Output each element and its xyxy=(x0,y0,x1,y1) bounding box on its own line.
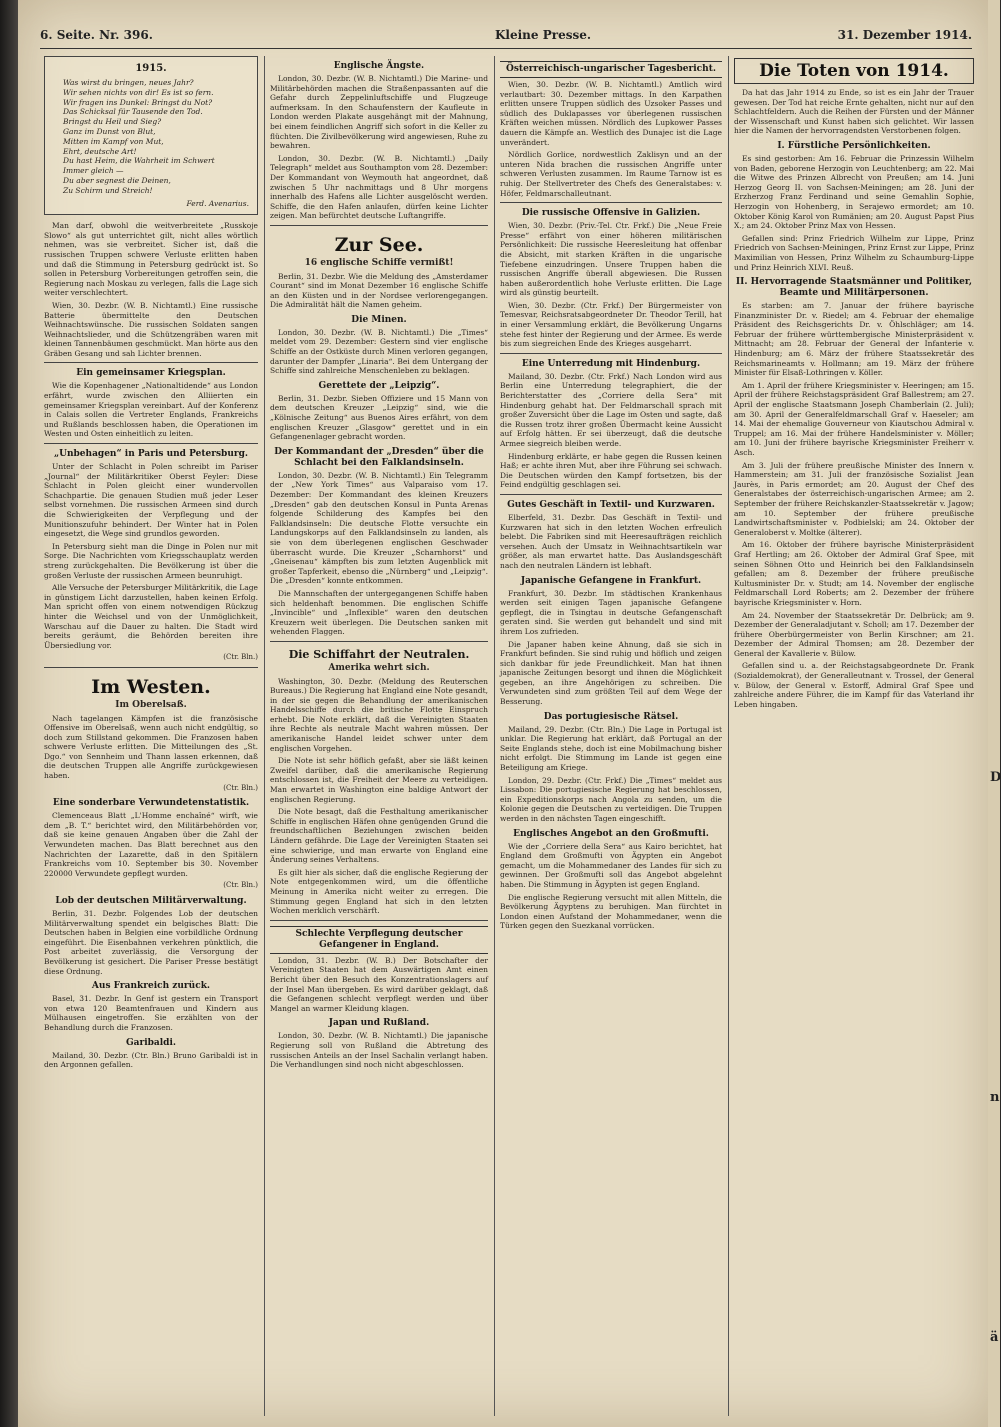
poem-line: Das Schicksal für Tausende den Tod. xyxy=(63,107,203,117)
section-heading: Zur See. xyxy=(334,233,424,256)
article-heading: Gerettete der „Leipzig“. xyxy=(318,380,440,391)
article-paragraph: Nach tagelangen Kämpfen ist die französische Offensive im Oberelsaß, wenn auch nicht endgültig, so doch zum Stillstand gekommen. Die Franzosen haben schwere Verluste erlitten. Die Mitteilungen des „St. Dgo.“ von Sennheim und Thann lassen erkennen, daß die deutschen Truppen alle Angriffe zurückgewiesen haben. xyxy=(44,713,258,781)
article-heading: Die russische Offensive in Galizien. xyxy=(521,208,701,219)
article-heading: Der Kommandant der „Dresden“ über die Schlacht bei den Falklandsinseln. xyxy=(274,446,484,468)
article-paragraph: Wien, 30. Dezbr. (Priv.-Tel. Ctr. Frkf.) Die „Neue Freie Presse“ erfährt von einer höheren militärischen Persönlichkeit: Die russische Heeresleitung hat offenbar die Absicht, mit starken Kräften in die ungarische Tiefebene einzudringen. Unsere Truppen haben die russischen Angriffe überall abgewiesen. Die Russen haben außerordentlich hohe Verluste erlitten. Die Lage wird als günstig beurteilt. xyxy=(500,221,722,298)
article-paragraph: Berlin, 31. Dezbr. Sieben Offiziere und 15 Mann von dem deutschen Kreuzer „Leipzig“ sind, wie die „Kölnische Zeitung“ aus Buenos Aires erfährt, von dem englischen Kreuzer „Glasgow“ gerettet und in ein Gefangenenlager gebracht worden. xyxy=(270,393,488,442)
article-heading: Die Minen. xyxy=(351,314,407,325)
column-rule xyxy=(728,56,729,1416)
article-paragraph: Wie der „Corriere della Sera“ aus Kairo berichtet, hat England dem Großmufti von Ägypten ein Angebot gemacht, um die Mohammedaner des Landes für sich zu gewinnen. Der Großmufti soll das Angebot abgelehnt haben. Die Stimmung in Ägypten ist gegen England. xyxy=(500,841,722,889)
article-heading: Ein gemeinsamer Kriegsplan. xyxy=(76,368,226,379)
article-paragraph: Die Japaner haben keine Ahnung, daß sie sich in Frankfurt befinden. Sie sind ruhig und höflich und zeigen sich dankbar für jede Freundlichkeit. Man hat ihnen japanische Zeitungen besorgt und ihnen die Möglichkeit gegeben, an ihre Angehörigen zu schreiben. Die Verwundeten sind zum größten Teil auf dem Wege der Besserung. xyxy=(500,639,722,707)
poem-line: Was wirst du bringen, neues Jahr? xyxy=(63,78,194,87)
source-note: (Ctr. Bln.) xyxy=(223,653,258,662)
poem-line: Immer gleich — xyxy=(63,166,124,176)
poem-title: 1915. xyxy=(135,63,167,74)
article-heading: Die Schiffahrt der Neutralen. xyxy=(288,647,470,661)
article-heading: Lob der deutschen Militärverwaltung. xyxy=(55,896,247,906)
article-paragraph: Mailand, 30. Dezbr. (Ctr. Bln.) Bruno Garibaldi ist in den Argonnen gefallen. xyxy=(44,1050,258,1070)
edge-letter: D xyxy=(990,770,1001,785)
source-note: (Ctr. Bln.) xyxy=(223,783,258,792)
divider xyxy=(270,920,488,921)
column-4 xyxy=(734,56,974,1426)
edge-letter: ä xyxy=(990,1330,999,1345)
article-heading: II. Hervorragende Staatsmänner und Politiker, Beamte und Militärpersonen. xyxy=(735,277,973,299)
source-note: (Ctr. Bln.) xyxy=(223,881,258,890)
article-paragraph: In Petersburg sieht man die Dinge in Polen nur mit Sorge. Die Nachrichten vom Kriegsschauplatz werden streng zurückgehalten. Die Bevölkerung ist über die großen Verluste der russischen Armeen beunruhigt. xyxy=(44,541,258,580)
page-number: 6. Seite. Nr. 396. xyxy=(40,28,153,42)
article-heading: Englisches Angebot an den Großmufti. xyxy=(513,828,709,839)
article-paragraph: Die Mannschaften der untergegangenen Schiffe haben sich heldenhaft benommen. Die englischen Schiffe „Invincible“ und „Inflexible“ waren den deutschen Kreuzern weit überlegen. Die Deutschen sanken mit wehenden Flaggen. xyxy=(270,588,488,637)
column-1 xyxy=(44,56,258,1426)
article-paragraph: Elberfeld, 31. Dezbr. Das Geschäft in Textil- und Kurzwaren hat sich in den letzten Wochen erfreulich belebt. Die Fabriken sind mit Heeresaufträgen reichlich versehen. Auch der Umsatz in Weihnachtsartikeln war größer, als man erwartet hatte. Das Auslandsgeschäft nach den neutralen Ländern ist lebhaft. xyxy=(500,512,722,570)
divider xyxy=(500,353,722,354)
poem-line: Du hast Heim, die Wahrheit im Schwert xyxy=(63,156,215,166)
article-heading: I. Fürstliche Persönlichkeiten. xyxy=(777,140,931,151)
section-heading: Im Westen. xyxy=(91,675,211,698)
column-rule xyxy=(494,56,495,1416)
divider xyxy=(270,641,488,642)
poem-line: Mitten im Kampf von Mut, xyxy=(63,136,164,146)
divider xyxy=(500,202,722,203)
divider xyxy=(270,225,488,226)
article-paragraph: London, 29. Dezbr. (Ctr. Frkf.) Die „Times“ meldet aus Lissabon: Die portugiesische Regierung hat beschlossen, ein Expeditionskorps nach Angola zu senden, um die Kolonie gegen die Deutschen zu verteidigen. Die Truppen werden in den nächsten Tagen eingeschifft. xyxy=(500,775,722,823)
article-paragraph: Washington, 30. Dezbr. (Meldung des Reuterschen Bureaus.) Die Regierung hat England eine Note gesandt, in der sie gegen die Behandlung der amerikanischen Handelsschiffe durch die britische Flotte Einspruch erhebt. Die Note erklärt, daß die Vereinigten Staaten ihre Rechte als neutrale Macht wahren müssen. Der amerikanische Handel leidet schwer unter dem englischen Vorgehen. xyxy=(270,676,488,753)
article-paragraph: London, 30. Dezbr. (W. B. Nichtamtl.) Die Marine- und Militärbehörden machen die Straßenpassanten auf die Gefahr durch Zeppelinluftschiffe und Flugzeuge aufmerksam. In den Schaufenstern der Kaufleute in London werden Plakate ausgehängt mit der Mahnung, bei einem feindlichen Angriff sich sofort in die Keller zu flüchten. Die Zivilbevölkerung wird angewiesen, Ruhe zu bewahren. xyxy=(270,74,488,151)
column-2 xyxy=(270,56,488,1426)
article-heading: „Unbehagen“ in Paris und Petersburg. xyxy=(53,449,249,460)
article-paragraph: Berlin, 31. Dezbr. Folgendes Lob der deutschen Militärverwaltung spendet ein belgisches Blatt: Die Deutschen haben in Belgien eine vorbildliche Ordnung eingeführt. Die Eisenbahnen verkehren pünktlich, die Post arbeitet zuverlässig, die Versorgung der Bevölkerung ist gesichert. Die Pariser Presse bestätigt diese Ordnung. xyxy=(44,909,258,976)
poem-line: Wir sehen nichts von dir! Es ist so fern. xyxy=(63,87,214,97)
masthead xyxy=(40,28,972,49)
article-heading: Gutes Geschäft in Textil- und Kurzwaren. xyxy=(507,499,715,510)
article-paragraph: Frankfurt, 30. Dezbr. Im städtischen Krankenhaus werden seit einigen Tagen japanische Gefangene gepflegt, die in Tsingtau in deutsche Gefangenschaft geraten sind. Sie werden gut behandelt und sind mit ihrem Los zufrieden. xyxy=(500,588,722,636)
article-paragraph: Mailand, 30. Dezbr. (Ctr. Frkf.) Nach London wird aus Berlin eine Unterredung telegraphiert, die der Berichterstatter des „Corriere della Sera“ mit Hindenburg gehabt hat. Der Feldmarschall sprach mit großer Zuversicht über die Lage im Osten und sagte, daß die Russen trotz ihrer großen Übermacht keine Aussicht auf Erfolg hätten. Er sei überzeugt, daß die deutsche Armee siegreich bleiben werde. xyxy=(500,371,722,448)
article-paragraph: Hindenburg erklärte, er habe gegen die Russen keinen Haß; er achte ihren Mut, aber ihre Führung sei schwach. Die Deutschen würden den Kampf fortsetzen, bis der Feind endgültig geschlagen sei. xyxy=(500,451,722,490)
column-rule xyxy=(264,56,265,1416)
poem-line: Ganz im Dunst von Blut, xyxy=(63,126,156,136)
article-subheading: 16 englische Schiffe vermißt! xyxy=(304,257,454,268)
article-paragraph: London, 30. Dezbr. (W. B. Nichtamtl.) Die „Times“ meldet vom 29. Dezember: Gestern sind vier englische Schiffe an der Ostküste durch Minen verloren gegangen, darunter der Dampfer „Linaria“. Bei dem Untergang der Schiffe sind zahlreiche Menschenleben zu beklagen. xyxy=(270,327,488,376)
article-paragraph: Basel, 31. Dezbr. In Genf ist gestern ein Transport von etwa 120 Beamtenfrauen und Kindern aus Mülhausen eingetroffen. Sie erzählten von der Behandlung durch die Franzosen. xyxy=(44,994,258,1032)
column-3 xyxy=(500,56,722,1426)
article-paragraph: Es sind gestorben: Am 16. Februar die Prinzessin Wilhelm von Baden, geborene Herzogin von Leuchtenberg; am 22. Mai die Witwe des Prinzen Albrecht von Preußen; am 14. Juni Herzog Georg II. von Sachsen-Meiningen; am 28. Juni der Erzherzog Franz Ferdinand und seine Gemahlin Sophie, Herzogin von Hohenberg, in Serajewo ermordet; am 10. Oktober König Karol von Rumänien; am 20. August Papst Pius X.; am 24. Oktober Prinz Max von Hessen. xyxy=(734,153,974,231)
poem-author: Ferd. Avenarius. xyxy=(186,198,249,208)
article-heading: Japanische Gefangene in Frankfurt. xyxy=(520,575,702,586)
article-paragraph: London, 30. Dezbr. (W. B. Nichtamtl.) Ein Telegramm der „New York Times“ aus Valparaiso vom 17. Dezember: Der Kommandant des kleinen Kreuzers „Dresden“ gab den deutschen Konsul in Punta Arenas folgende Schilderung des Kampfes bei den Falklandsinseln: Die deutsche Flotte versuchte ein Landungskorps auf den Falklandsinseln zu landen, als sie von dem überlegenen englischen Geschwader überrascht wurde. Die Kreuzer „Scharnhorst“ und „Gneisenau“ kämpften bis zum letzten Augenblick mit großer Tapferkeit, ebenso die „Nürnberg“ und „Leipzig“. Die „Dresden“ konnte entkommen. xyxy=(270,470,488,586)
article-paragraph: Gefallen sind: Prinz Friedrich Wilhelm zur Lippe, Prinz Friedrich von Sachsen-Meiningen, Prinz Ernst zur Lippe, Prinz Maximilian von Hessen, Prinz Wilhelm zu Schaumburg-Lippe und Prinz Heinrich XLVI. Reuß. xyxy=(734,233,974,272)
edge-letter: n xyxy=(990,1090,1000,1105)
poem-line: Bringst du Heil und Sieg? xyxy=(63,117,162,127)
article-paragraph: London, 30. Dezbr. (W. B. Nichtamtl.) „Daily Telegraph“ meldet aus Southampton vom 28. Dezember: Der Kommandant von Weymouth hat angeordnet, daß zwischen 5 Uhr nachmittags und 8 Uhr morgens innerhalb des Hafens alle Lichter ausgelöscht werden. Schiffe, die den Hafen anlaufen, dürfen keine Lichter zeigen. Man befürchtet deutsche Luftangriffe. xyxy=(270,153,488,221)
article-heading: Englische Ängste. xyxy=(333,61,425,71)
poem-line: Ehrt, deutsche Art! xyxy=(63,146,137,156)
divider xyxy=(44,667,258,668)
article-paragraph: Berlin, 31. Dezbr. Wie die Meldung des „Amsterdamer Courant“ sind im Monat Dezember 16 englische Schiffe an den Küsten und in der Nordsee verlorengegangen. Die Admiralität hält die Namen geheim. xyxy=(270,271,488,310)
article-paragraph: Am 1. April der frühere Kriegsminister v. Heeringen; am 15. April der frühere Reichstagspräsident Graf Ballestrem; am 27. April der englische Staatsmann Joseph Chamberlain (2. Juli); am 30. April der Generalfeldmarschall Graf v. Haeseler; am 14. Mai der ehemalige Gouverneur von Kiautschou Admiral v. Truppel; am 16. Mai der frühere Handelsminister v. Möller; am 10. Juni der frühere bayrische Kriegsminister Freiherr v. Asch. xyxy=(734,380,974,457)
article-paragraph: Die englische Regierung versucht mit allen Mitteln, die Bevölkerung Ägyptens zu beruhigen. Man fürchtet in London einen Aufstand der Mohammedaner, wenn die Türken gegen den Suezkanal vorrücken. xyxy=(500,892,722,931)
poem-box xyxy=(44,56,258,215)
article-paragraph: Es starben: am 7. Januar der frühere bayrische Finanzminister Dr. v. Riedel; am 4. Februar der ehemalige Präsident des Reichsgerichts Dr. v. Öhlschläger; am 14. Februar der frühere württembergische Ministerpräsident v. Mittnacht; am 28. Februar der General der Infanterie v. Hindenburg; am 6. März der frühere Staatssekretär des Reichsmarineamts v. Hollmann; am 19. März der frühere Minister für Elsaß-Lothringen v. Köller. xyxy=(734,301,974,378)
poem-line: Du aber segnest die Deinen, xyxy=(63,175,171,185)
newspaper-name: Kleine Presse. xyxy=(495,28,592,42)
article-heading: Japan und Rußland. xyxy=(328,1018,430,1029)
divider xyxy=(500,494,722,495)
article-paragraph: Clemenceaus Blatt „L'Homme enchaîné“ wirft, wie dem „B. T.“ berichtet wird, den Militärbehörden vor, daß sie keine genauen Angaben über die Zahl der Verwundeten machen. Das Blatt berechnet aus den Nachrichten der Lazarette, daß in den Spitälern Frankreichs vom 10. September bis 30. November 220000 Verwundete gepflegt wurden. xyxy=(44,811,258,878)
article-paragraph: Unter der Schlacht in Polen schreibt im Pariser „Journal“ der Militärkritiker Oberst Feyler: Diese Schlacht in Polen gleicht einer wundervollen Schachpartie. Die genauen Studien muß jeder Leser selbst vornehmen. Die russischen Armeen sind durch die Schwierigkeiten der Verpflegung und der Munitionszufuhr behindert. Der Winter hat in Polen eingesetzt, die Wege sind grundlos geworden. xyxy=(44,462,258,539)
article-subheading: Im Oberelsaß. xyxy=(115,699,187,710)
article-paragraph: Gefallen sind u. a. der Reichstagsabgeordnete Dr. Frank (Sozialdemokrat), der Generalleutnant v. Trossel, der General v. Bülow, der General v. Estorff, Admiral Graf Spee und zahlreiche andere Führer, die im Kampf für das Vaterland ihr Leben hingaben. xyxy=(734,661,974,709)
article-paragraph: London, 30. Dezbr. (W. B. Nichtamtl.) Die japanische Regierung soll von Rußland die Abtretung des russischen Anteils an der Insel Sachalin verlangt haben. Die Verhandlungen sind noch nicht abgeschlossen. xyxy=(270,1031,488,1070)
divider xyxy=(44,362,258,363)
article-heading: Schlechte Verpflegung deutscher Gefangener in England. xyxy=(270,926,488,954)
article-paragraph: Mailand, 29. Dezbr. (Ctr. Bln.) Die Lage in Portugal ist unklar. Die Regierung hat erklärt, daß Portugal an der Seite Englands stehe, doch ist eine Mobilmachung bisher nicht erfolgt. Die Stimmung im Lande ist gegen eine Beteiligung am Kriege. xyxy=(500,724,722,773)
poem-line: Wir fragen ins Dunkel: Bringst du Not? xyxy=(63,97,213,107)
article-heading: Garibaldi. xyxy=(125,1037,177,1048)
newspaper-page xyxy=(18,0,990,1427)
article-heading: Österreichisch-ungarischer Tagesbericht. xyxy=(500,61,722,78)
adjacent-page-edge xyxy=(988,0,1000,1427)
divider xyxy=(44,443,258,444)
article-subheading: Amerika wehrt sich. xyxy=(328,662,430,673)
article-paragraph: Am 24. November der Staatssekretär Dr. Delbrück; am 9. Dezember der Generaladjutant v. Scholl; am 17. Dezember der frühere Oberbürgermeister von Berlin Kirschner; am 21. Dezember der Admiral Thomsen; am 28. Dezember der General der Kavallerie v. Bülow. xyxy=(734,610,974,658)
article-paragraph: Wien, 30. Dezbr. (W. B. Nichtamtl.) Eine russische Batterie übermittelte den Deutschen Weihnachtswünsche. Die russischen Soldaten sangen Weihnachtslieder, und die Schützengräben waren mit kleinen Tannenbäumen geschmückt. Man hörte aus den Gräben Gesang und sah Lichter brennen. xyxy=(44,300,258,358)
article-paragraph: Am 16. Oktober der frühere bayrische Ministerpräsident Graf Hertling; am 26. Oktober der Admiral Graf Spee, mit seinen Söhnen Otto und Heinrich bei den Falklandsinseln gefallen; am 8. Dezember der frühere preußische Kultusminister Dr. v. Studt; am 14. November der englische Feldmarschall Lord Roberts; am 2. Dezember der frühere bayrische Kriegsminister v. Horn. xyxy=(734,540,974,607)
feature-title: Die Toten von 1914. xyxy=(734,58,974,84)
article-paragraph: Man darf, obwohl die weitverbreitete „Russkoje Slowo“ als gut unterrichtet gilt, nicht alles wörtlich nehmen, was sie verbreitet. Sicher ist, daß die russischen Truppen schwere Verluste erlitten haben und daß die Stimmung in Petersburg gedrückt ist. So sollen in Petersburg Vorbereitungen getroffen sein, die Regierung nach Moskau zu verlegen, falls die Lage sich weiter verschlechtert. xyxy=(44,221,258,298)
article-paragraph: Alle Versuche der Petersburger Militärkritik, die Lage in günstigem Licht darzustellen, haben keinen Erfolg. Man spricht offen von einem notwendigen Rückzug hinter die Weichsel und von der Unmöglichkeit, Warschau auf die Dauer zu halten. Die Stadt wird bereits geräumt, die Behörden bereiten ihre Übersiedlung vor. xyxy=(44,583,258,650)
article-paragraph: Da hat das Jahr 1914 zu Ende, so ist es ein Jahr der Trauer gewesen. Der Tod hat reiche Ernte gehalten, nicht nur auf den Schlachtfeldern. Auch die Reihen der Fürsten und der Männer der Wissenschaft und Kunst haben sich gelichtet. Wir lassen hier die Namen der hervorragendsten Verstorbenen folgen. xyxy=(734,88,974,136)
article-heading: Aus Frankreich zurück. xyxy=(91,981,211,992)
article-paragraph: Nördlich Gorlice, nordwestlich Zaklisyn und an der unteren Nida brachen die russischen Angriffe unter schweren Verlusten zusammen. Im Raume Tarnow ist es ruhig. Der Stellvertreter des Chefs des Generalstabes: v. Höfer, Feldmarschalleutnant. xyxy=(500,150,722,198)
article-paragraph: London, 31. Dezbr. (W. B.) Der Botschafter der Vereinigten Staaten hat dem Auswärtigen Amt einen Bericht über den Besuch des Konzentrationslagers auf der Insel Man übergeben. Es wird darüber geklagt, daß die Gefangenen schlecht verpflegt werden und über Mangel an warmer Kleidung klagen. xyxy=(270,955,488,1013)
article-paragraph: Es gilt hier als sicher, daß die englische Regierung der Note entgegenkommen wird, um die öffentliche Meinung in Amerika nicht weiter zu erregen. Die Stimmung gegen England hat sich in den letzten Wochen merklich verschärft. xyxy=(270,867,488,916)
article-paragraph: Die Note besagt, daß die Festhaltung amerikanischer Schiffe in englischen Häfen ohne genügenden Grund die freundschaftlichen Beziehungen zwischen beiden Ländern gefährde. Die Lage der Vereinigten Staaten sei eine schwierige, und man erwarte von England eine Änderung seines Verhaltens. xyxy=(270,807,488,865)
article-paragraph: Wie die Kopenhagener „Nationaltidende“ aus London erfährt, wurde zwischen den Alliierten ein gemeinsamer Kriegsplan vereinbart. Auf der Konferenz in Calais sollen die Vertreter Englands, Frankreichs und Rußlands beschlossen haben, die Operationen im Westen und Osten einheitlich zu leiten. xyxy=(44,381,258,439)
article-paragraph: Die Note ist sehr höflich gefaßt, aber sie läßt keinen Zweifel darüber, daß die amerikanische Regierung entschlossen ist, die Freiheit der Meere zu verteidigen. Man erwartet in Washington eine baldige Antwort der englischen Regierung. xyxy=(270,756,488,804)
article-heading: Das portugiesische Rätsel. xyxy=(543,711,679,722)
poem-line: Zu Schirm und Streich! xyxy=(63,185,153,195)
article-paragraph: Am 3. Juli der frühere preußische Minister des Innern v. Hammerstein; am 31. Juli der französische Sozialist Jean Jaurès, in Paris ermordet; am 20. August der Chef des Generalstabes der österreichisch-ungarischen Armee; am 2. September der frühere Reichskanzler-Staatssekretär v. Jagow; am 10. September der frühere preußische Landwirtschaftsminister v. Podbielski; am 24. Oktober der Generaloberst v. Moltke (älterer). xyxy=(734,460,974,537)
article-paragraph: Wien, 30. Dezbr. (W. B. Nichtamtl.) Amtlich wird verlautbart: 30. Dezember mittags. In den Karpathen erlitten unsere Truppen südlich des Uzsoker Passes und südlich des Duklapasses vor überlegenen russischen Kräften weichen müssen. Nördlich des Lupkower Passes dauern die Kämpfe an. Westlich des Dunajec ist die Lage unverändert. xyxy=(500,80,722,147)
article-paragraph: Wien, 30. Dezbr. (Ctr. Frkf.) Der Bürgermeister von Temesvar, Reichsratsabgeordneter Dr. Theodor Terill, hat in einer Versammlung erklärt, die Bevölkerung Ungarns stehe fest hinter der Regierung und der Armee. Es werde bis zum siegreichen Ende des Krieges ausgeharrt. xyxy=(500,300,722,349)
issue-date: 31. Dezember 1914. xyxy=(837,28,972,42)
article-heading: Eine sonderbare Verwundetenstatistik. xyxy=(52,798,250,809)
article-heading: Eine Unterredung mit Hindenburg. xyxy=(521,358,701,369)
